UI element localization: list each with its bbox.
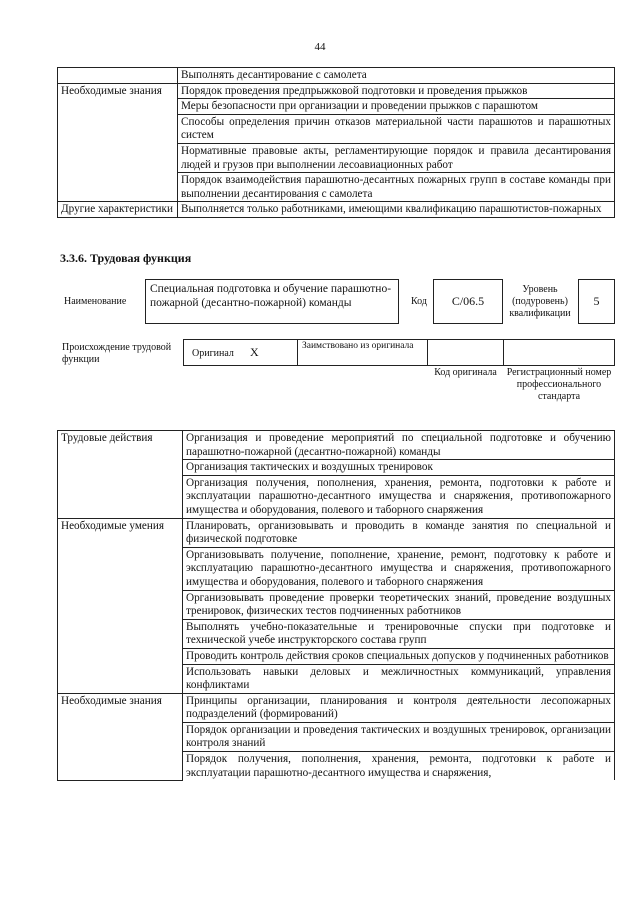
row-label-knowledge: Необходимые знания <box>58 693 183 780</box>
row-item: Способы определения причин отказов материальной части парашютов и парашютных систем <box>178 114 615 143</box>
function-name-box <box>145 279 399 324</box>
section-heading: 3.3.6. Трудовая функция <box>60 251 192 265</box>
name-label: Наименование <box>64 296 127 307</box>
row-label <box>58 68 178 84</box>
code-value: C/06.5 <box>451 294 485 308</box>
row-item: Организовывать проведение проверки теоретических знаний, проведение воздушных тренировок, физических тестов подчиненных работников <box>183 590 615 619</box>
row-item: Порядок организации и проведения тактических и воздушных тренировок, организации контроля знаний <box>183 722 615 751</box>
table-row <box>58 202 615 218</box>
table-row <box>58 518 615 547</box>
code-box <box>433 279 503 324</box>
level-label: Уровень (подуровень) квалификации <box>509 284 571 319</box>
original-mark: X <box>250 345 259 359</box>
row-item: Меры безопасности при организации и проведении прыжков с парашютом <box>178 99 615 115</box>
row-item: Использовать навыки деловых и межличностных коммуникаций, управления конфликтами <box>183 664 615 693</box>
reg-number-box <box>503 339 615 366</box>
table-row <box>58 68 615 84</box>
reg-number-caption: Регистрационный номер профессионального стандарта <box>506 367 612 402</box>
row-item: Выполняется только работниками, имеющими квалификацию парашютистов-пожарных <box>178 202 615 218</box>
table-row <box>58 693 615 722</box>
row-item: Планировать, организовывать и проводить в команде занятия по специальной и физической подготовке <box>183 518 615 547</box>
borrowed-label: Заимствовано из оригинала <box>302 341 414 351</box>
row-item: Порядок получения, пополнения, хранения, ремонта, подготовки к работе и эксплуатации парашютно-десантного имущества и снаряжения, <box>183 752 615 781</box>
function-name-value: Специальная подготовка и обучение парашютно-пожарной (десантно-пожарной) команды <box>150 283 392 309</box>
competency-table-continued <box>57 67 615 218</box>
row-label-actions: Трудовые действия <box>58 431 183 519</box>
row-item: Порядок проведения предпрыжковой подготовки и проведения прыжков <box>178 83 615 99</box>
level-box <box>578 279 615 324</box>
row-item: Выполнять десантирование с самолета <box>178 68 615 84</box>
row-item: Организация тактических и воздушных тренировок <box>183 460 615 476</box>
row-item: Выполнять учебно-показательные и тренировочные спуски при подготовке и технической учебе инструкторского состава групп <box>183 619 615 648</box>
level-value: 5 <box>593 294 600 308</box>
borrowed-box <box>297 339 428 366</box>
row-item: Проводить контроль действия сроков специальных допусков у подчиненных работников <box>183 648 615 664</box>
code-label: Код <box>411 296 427 307</box>
row-label-skills: Необходимые умения <box>58 518 183 693</box>
origin-label: Происхождение трудовой функции <box>62 342 172 365</box>
page-number: 44 <box>314 41 326 53</box>
row-item: Организовывать получение, пополнение, хранение, ремонт, подготовку к работе и эксплуатацию парашютно-десантного имущества и снаряжения, противопожарного имущества и оборудования, полевого и таборного снаряжения <box>183 547 615 590</box>
code-original-caption: Код оригинала <box>434 367 497 378</box>
table-row <box>58 431 615 460</box>
labor-function-table <box>57 430 615 781</box>
row-label-knowledge: Необходимые знания <box>58 83 178 202</box>
row-item: Организация и проведение мероприятий по специальной подготовке и обучению парашютно-пожарной (десантно-пожарной) команды <box>183 431 615 460</box>
code-original-box <box>427 339 504 366</box>
row-item: Организация получения, пополнения, хранения, ремонта, подготовки к работе и эксплуатации парашютно-десантного имущества и снаряжения, противопожарного имущества и оборудования, полевого и таборного снаряжения <box>183 475 615 518</box>
row-item: Принципы организации, планирования и контроля деятельности лесопожарных подразделений (формирований) <box>183 693 615 722</box>
row-item: Порядок взаимодействия парашютно-десантных пожарных групп в составе команды при выполнении десантирования с самолета <box>178 173 615 202</box>
original-box <box>183 339 298 366</box>
table-row <box>58 83 615 99</box>
original-label: Оригинал <box>192 348 234 359</box>
row-label-other: Другие характеристики <box>58 202 178 218</box>
row-item: Нормативные правовые акты, регламентирующие порядок и правила десантирования людей и грузов при выполнении лесоавиационных работ <box>178 143 615 172</box>
